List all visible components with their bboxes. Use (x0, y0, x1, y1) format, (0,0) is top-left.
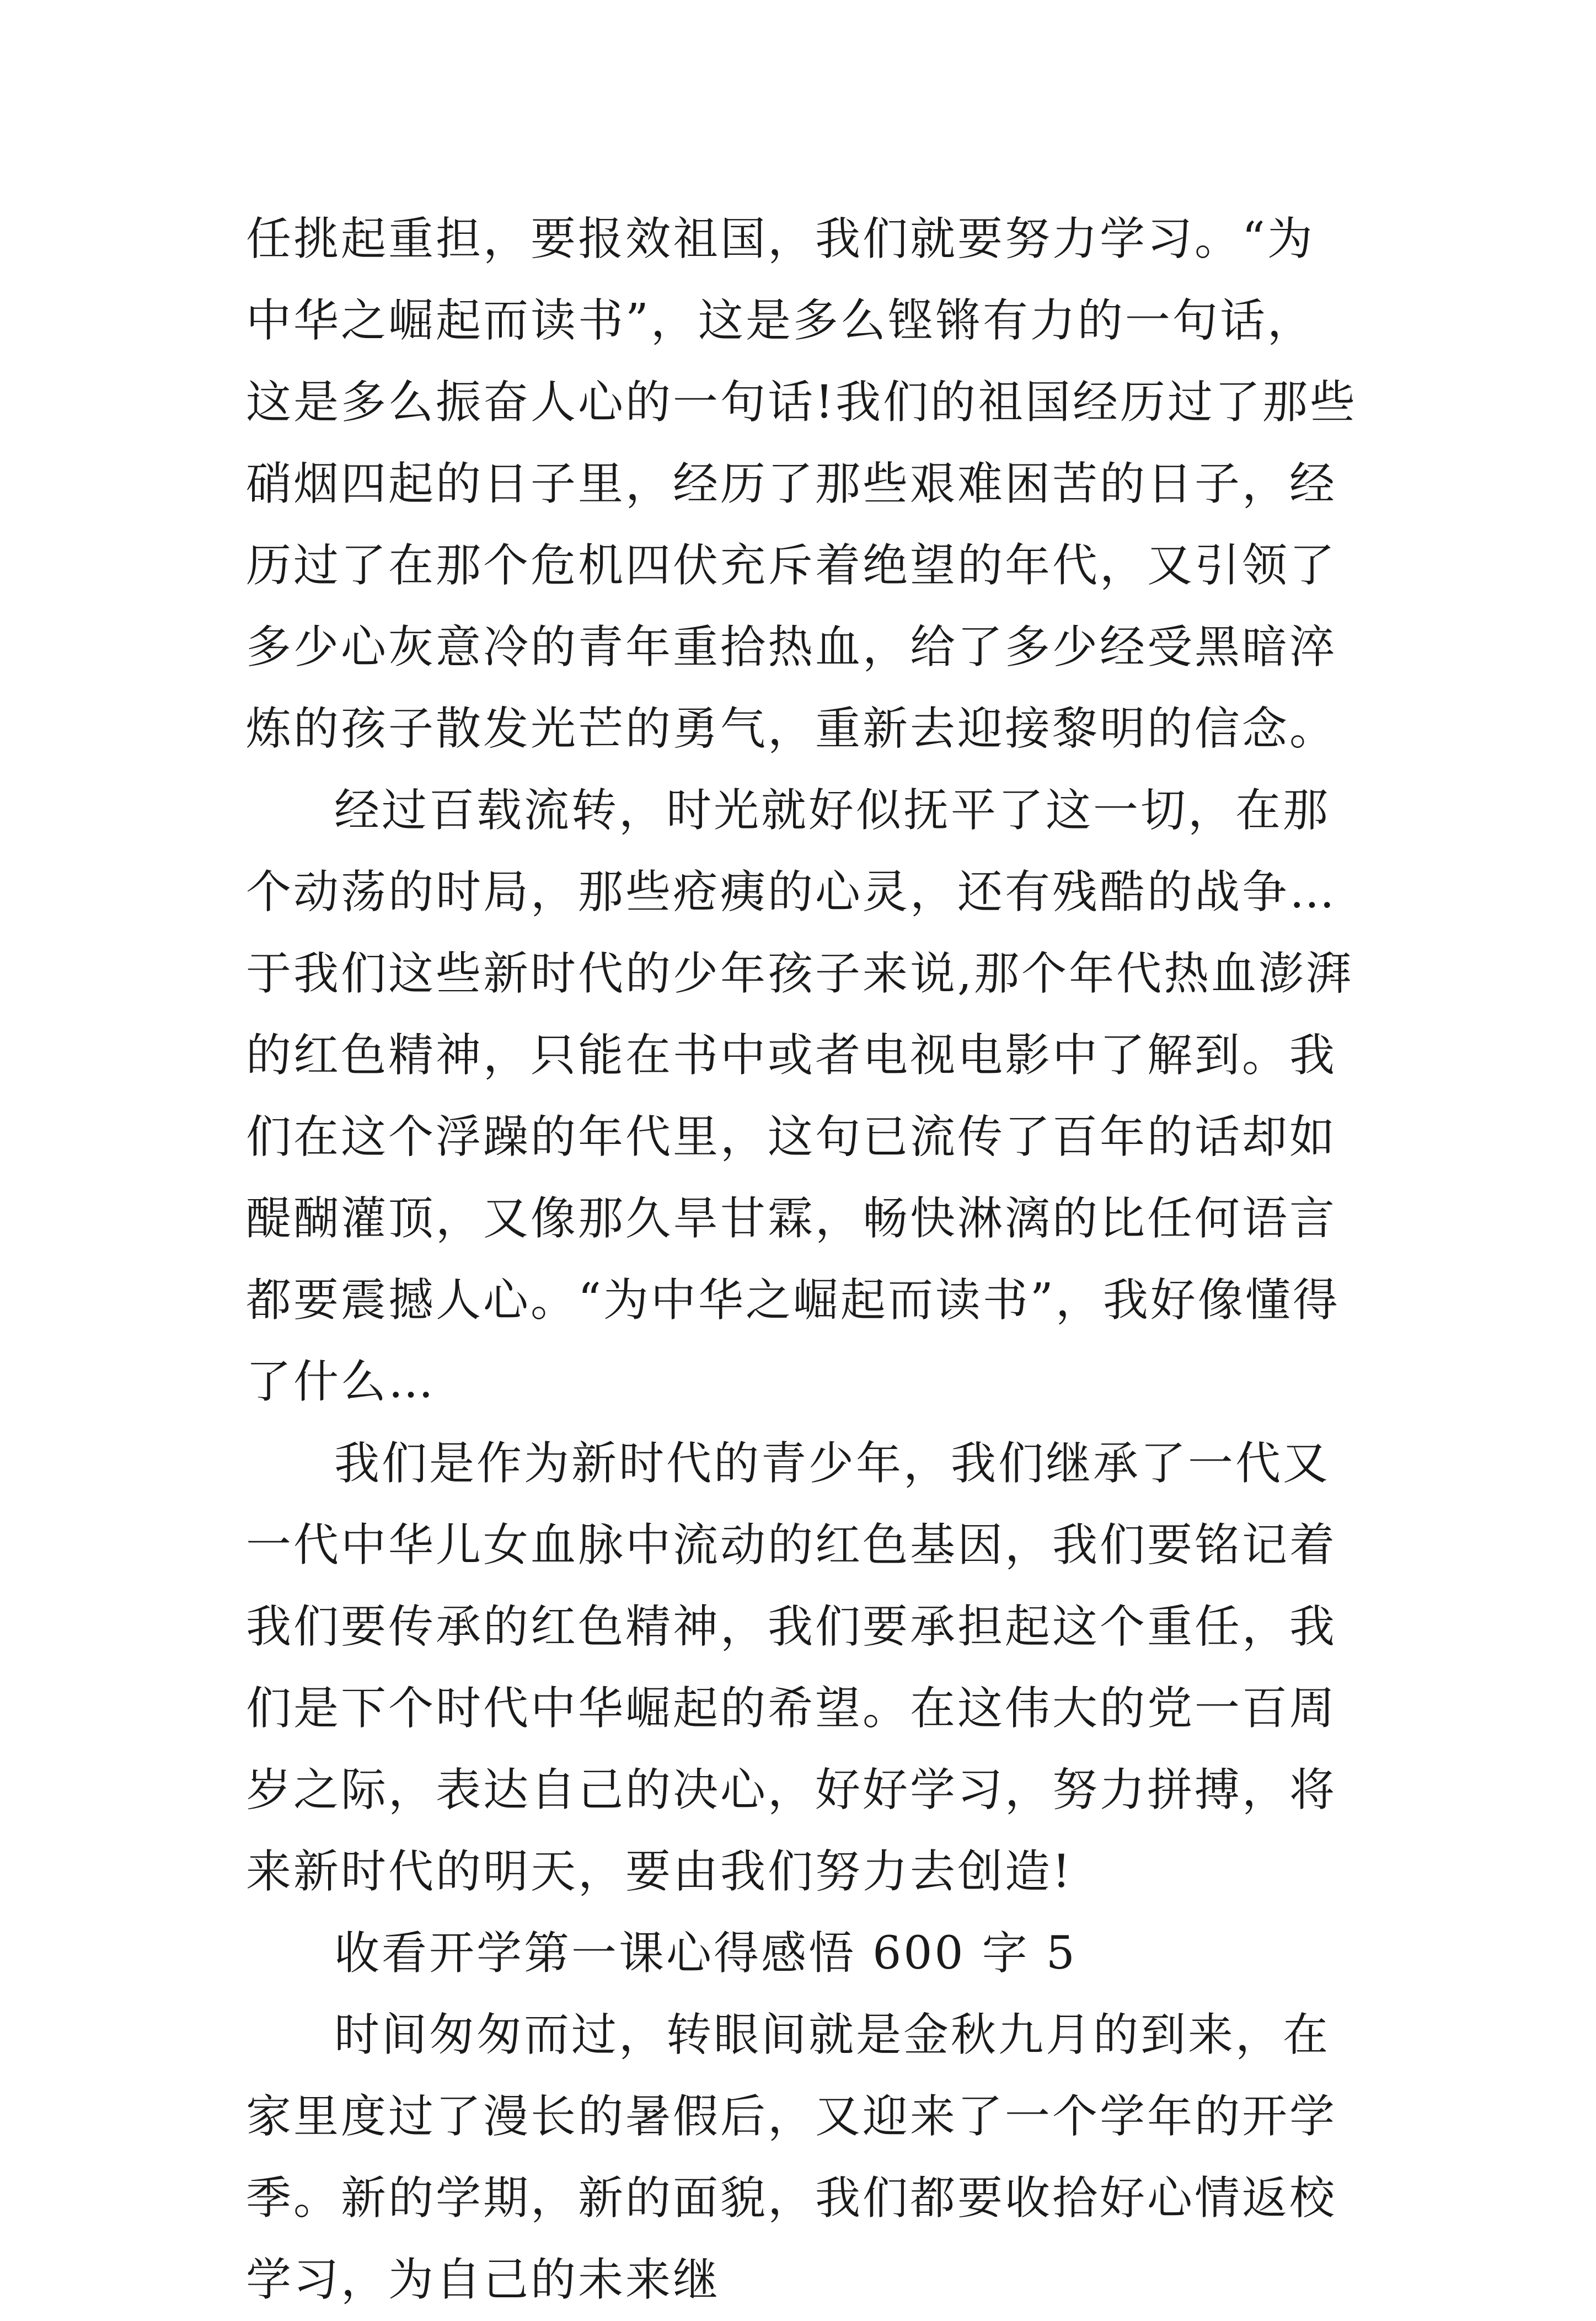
paragraph-1: 任挑起重担，要报效祖国，我们就要努力学习。“为中华之崛起而读书”，这是多么铿锵有力的一句话，这是多么振奋人心的一句话!我们的祖国经历过了那些硝烟四起的日子里，经历了那些艰难困苦的日子，经历过了在那个危机四伏充斥着绝望的年代，又引领了多少心灰意冷的青年重拾热血，给了多少经受黑暗淬炼的孩子散发光芒的勇气，重新去迎接黎明的信念。 (246, 213, 1357, 755)
paragraph-4: 时间匆匆而过，转眼间就是金秋九月的到来，在家里度过了漫长的暑假后，又迎来了一个学年的开学季。新的学期，新的面貌，我们都要收拾好心情返校学习，为自己的未来继 (246, 2009, 1337, 2306)
paragraph-3: 我们是作为新时代的青少年，我们继承了一代又一代中华儿女血脉中流动的红色基因，我们要铭记着我们要传承的红色精神，我们要承担起这个重任，我们是下个时代中华崛起的希望。在这伟大的党一百周岁之际，表达自己的决心，好好学习，努力拼搏，将来新时代的明天，要由我们努力去创造! (246, 1437, 1337, 1898)
body-text (246, 199, 1360, 2321)
paragraph-2: 经过百载流转，时光就好似抚平了这一切，在那个动荡的时局，那些疮痍的心灵，还有残酷的战争…于我们这些新时代的少年孩子来说,那个年代热血澎湃的红色精神，只能在书中或者电视电影中了解到。我们在这个浮躁的年代里，这句已流传了百年的话却如醍醐灌顶，又像那久旱甘霖，畅快淋漓的比任何语言都要震撼人心。“为中华之崛起而读书”，我好像懂得了什么… (246, 784, 1354, 1408)
section-heading: 收看开学第一课心得感悟 600 字 5 (334, 1927, 1077, 1980)
